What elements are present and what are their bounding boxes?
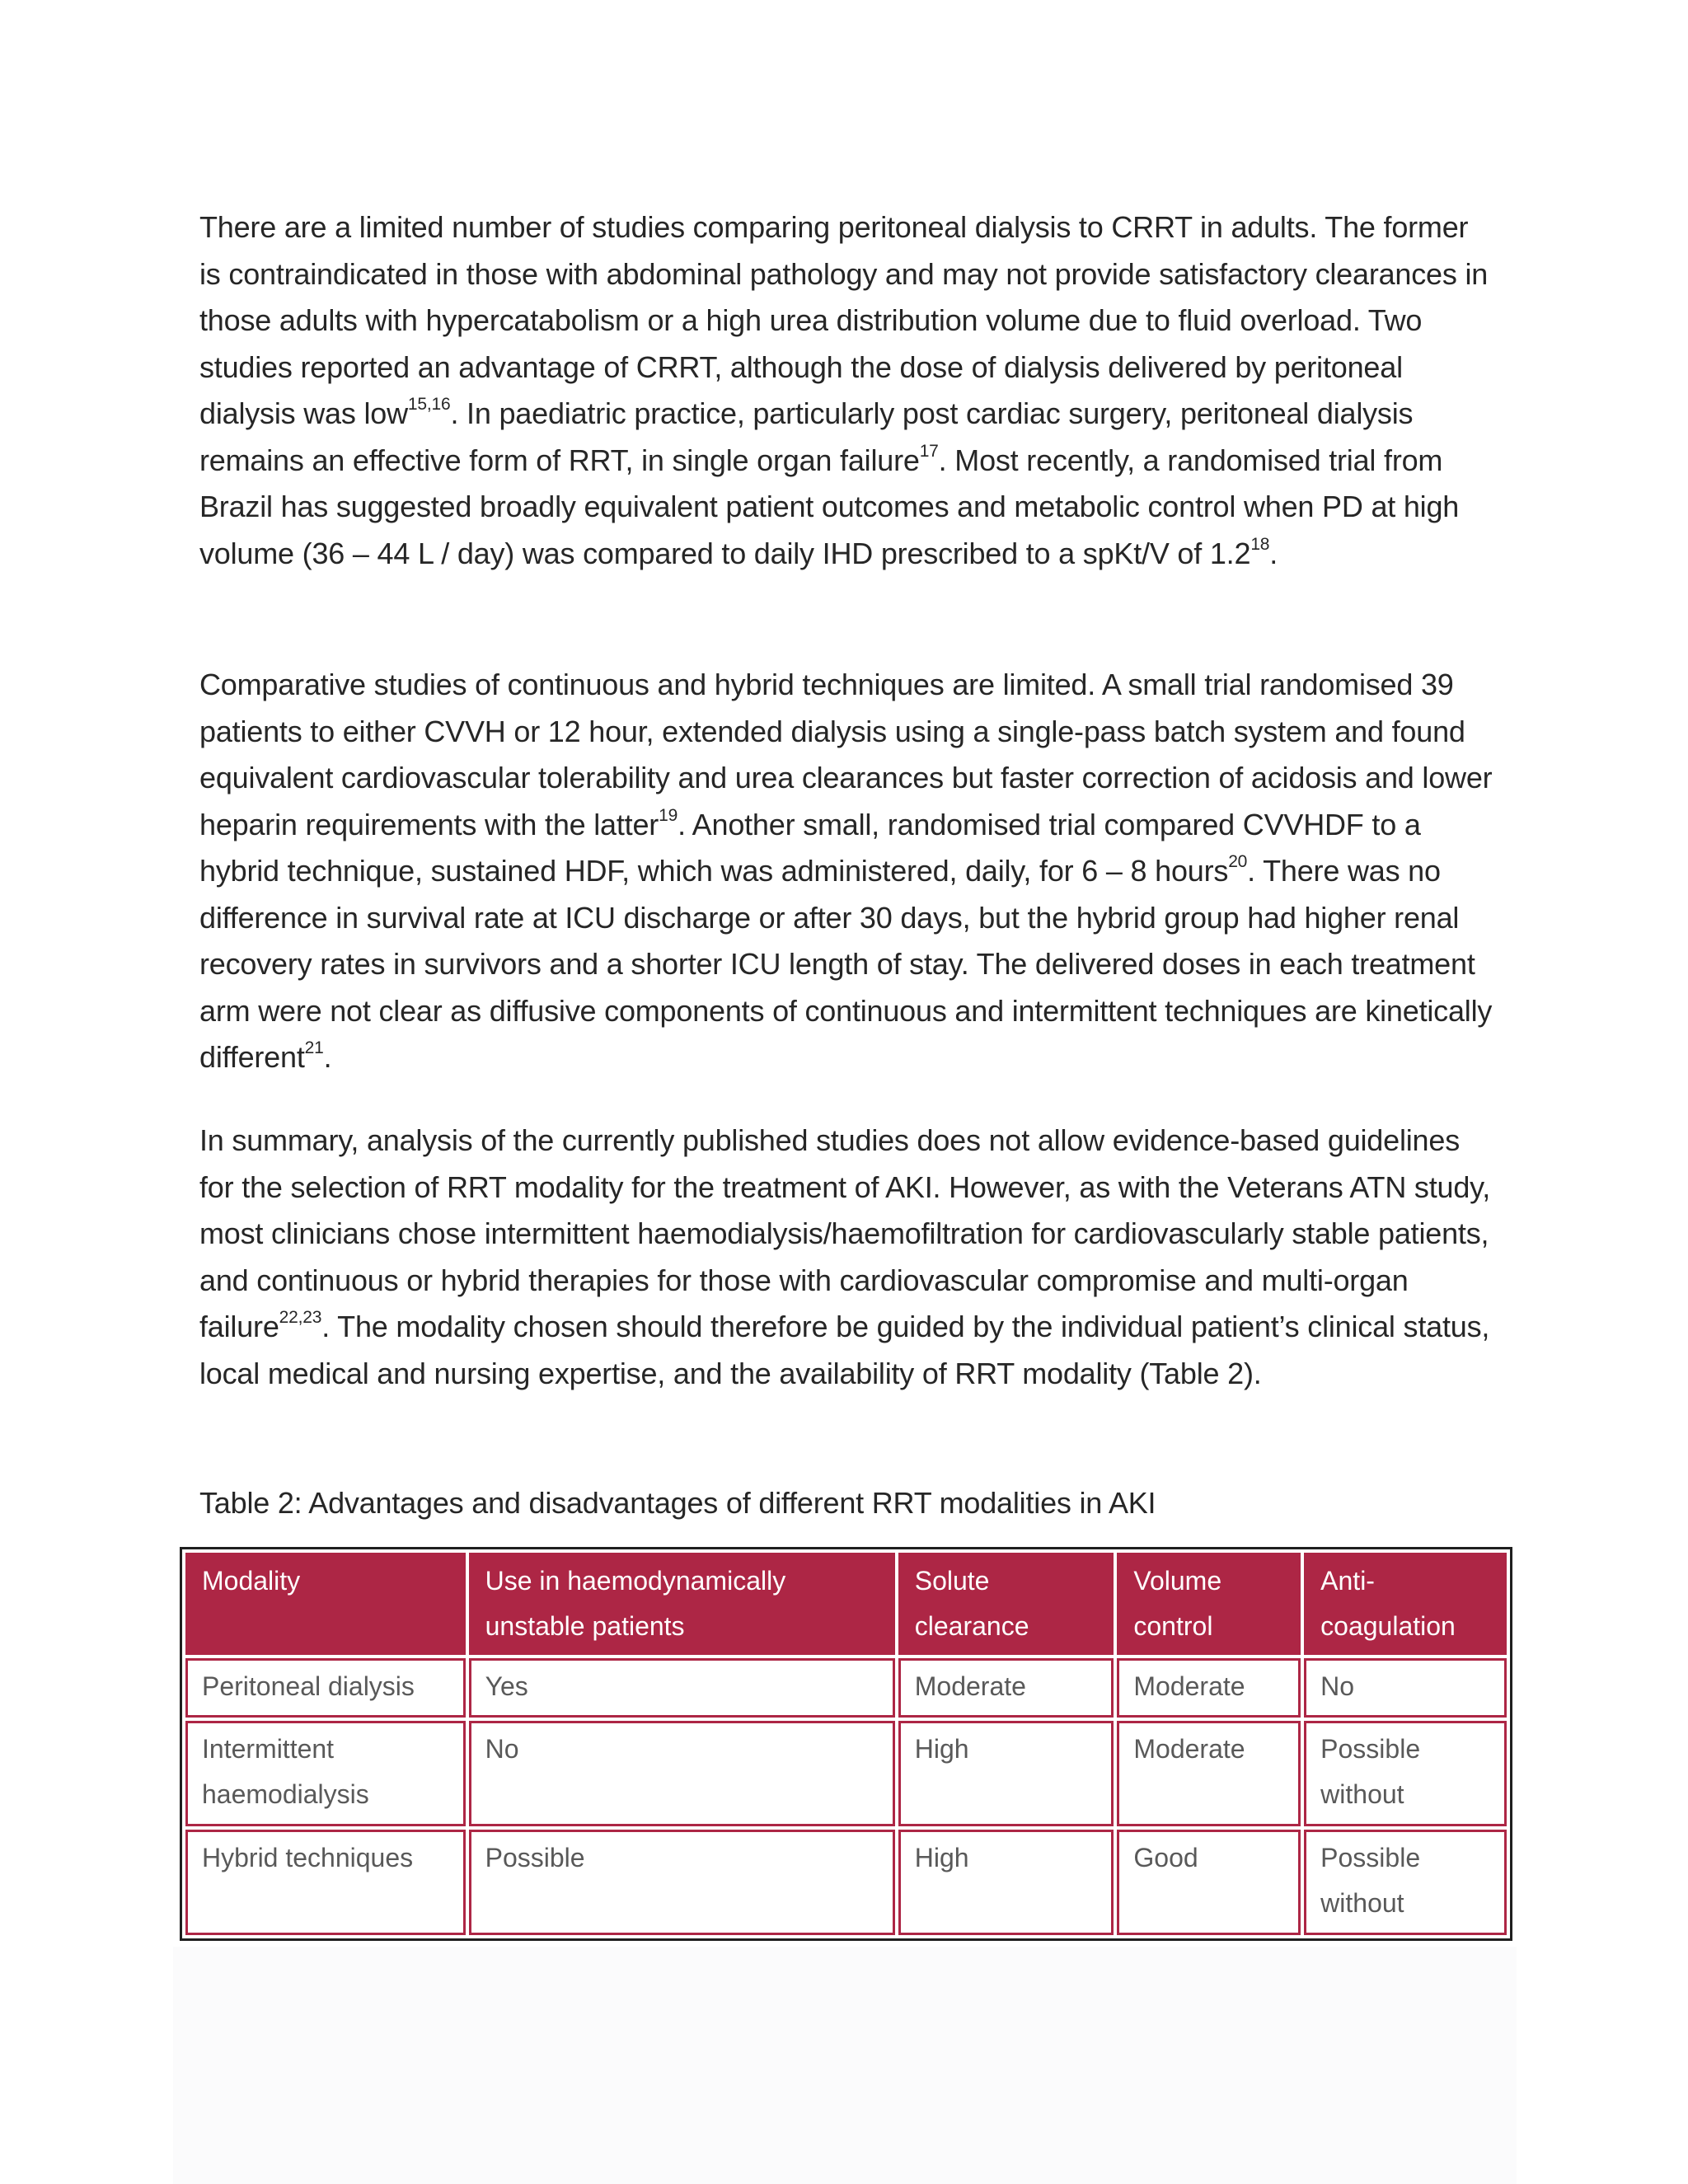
cell-text: Intermittent: [202, 1734, 335, 1764]
header-label: coagulation: [1320, 1611, 1456, 1641]
cell-solute: High: [898, 1830, 1114, 1935]
cell-text: Possible: [1320, 1734, 1421, 1764]
cell-unstable: Possible: [469, 1830, 895, 1935]
citation-ref: 17: [919, 441, 939, 461]
paragraph-text: Comparative studies of continuous and hybrid techniques are limited. A small trial randomised 39 patients to either CVVH or 12 hour, extended dialysis using a single-pass batch system and found equivalent cardiovascular tolerability and urea clearances but faster correction of acidosis and lower heparin requirements with the latter: [199, 668, 1493, 841]
rrt-modalities-table: [180, 1547, 1512, 1941]
table-row: [185, 1830, 1507, 1935]
page-bottom-shading: [173, 1947, 1517, 2184]
citation-ref: 15,16: [407, 395, 451, 414]
citation-ref: 21: [304, 1038, 324, 1057]
cell-volume: Moderate: [1117, 1721, 1301, 1826]
cell-anticoag: No: [1304, 1658, 1507, 1718]
cell-solute: High: [898, 1721, 1114, 1826]
paragraph-text: . There was no difference in survival rate at ICU discharge or after 30 days, but the hybrid group had higher renal recovery rates in survivors and a shorter ICU length of stay. The delivered doses in each treatment arm were not clear as diffusive components of continuous and intermittent techniques are kinetically different: [199, 854, 1493, 1074]
paragraph-summary: [199, 1118, 1493, 1397]
cell-anticoag: [1304, 1830, 1507, 1935]
paragraph-peritoneal-dialysis: [199, 204, 1493, 670]
citation-ref: 18: [1250, 534, 1270, 554]
paragraph-text: . Another small, randomised trial compared CVVHDF to a hybrid technique, sustained HDF, which was administered, daily, for 6 – 8 hours: [199, 807, 1421, 888]
paragraph-text: .: [323, 1040, 332, 1074]
table-header-row: [185, 1553, 1507, 1655]
citation-ref: 20: [1228, 852, 1248, 871]
paragraph-text: . Most recently, a randomised trial from Brazil has suggested broadly equivalent patient outcomes and metabolic control when PD at high volume (36 – 44 L / day) was compared to daily IHD prescribed to a spKt/V of 1.2: [199, 443, 1460, 570]
cell-volume: Moderate: [1117, 1658, 1301, 1718]
cell-modality: Hybrid techniques: [185, 1830, 466, 1935]
paragraph-text: . The modality chosen should therefore be guided by the individual patient’s clinical status, local medical and nursing expertise, and the availability of RRT modality (Table 2).: [199, 1310, 1490, 1390]
header-label: control: [1133, 1611, 1213, 1641]
citation-ref: 19: [659, 805, 678, 825]
paragraph-hybrid-techniques: [199, 662, 1493, 1081]
cell-volume: Good: [1117, 1830, 1301, 1935]
header-volume-control: [1117, 1553, 1301, 1655]
header-solute-clearance: [898, 1553, 1114, 1655]
header-label: Modality: [202, 1566, 301, 1596]
cell-modality: [185, 1721, 466, 1826]
header-label: unstable patients: [485, 1611, 685, 1641]
cell-text: without: [1320, 1888, 1404, 1918]
header-label: clearance: [914, 1611, 1029, 1641]
document-page: [199, 204, 1493, 1520]
cell-text: Possible: [1320, 1843, 1421, 1872]
cell-unstable: Yes: [469, 1658, 895, 1718]
cell-anticoag: [1304, 1721, 1507, 1826]
header-anticoagulation: [1304, 1553, 1507, 1655]
cell-text: without: [1320, 1779, 1404, 1809]
table-caption: Table 2: Advantages and disadvantages of different RRT modalities in AKI: [199, 1486, 1156, 1520]
paragraph-text: . In paediatric practice, particularly post cardiac surgery, peritoneal dialysis remains an effective form of RRT, in single organ failure: [199, 396, 1414, 477]
paragraph-text: .: [1269, 536, 1278, 570]
table-row: [185, 1658, 1507, 1718]
cell-text: haemodialysis: [202, 1779, 369, 1809]
cell-unstable: No: [469, 1721, 895, 1826]
paragraph-text: In summary, analysis of the currently published studies does not allow evidence-based guidelines for the selection of RRT modality for the treatment of AKI. However, as with the Veterans ATN study, most clinicians chose intermittent haemodialysis/haemofiltration for cardiovascularly stable patients, and continuous or hybrid therapies for those with cardiovascular compromise and multi-organ failure: [199, 1123, 1491, 1343]
cell-modality: Peritoneal dialysis: [185, 1658, 466, 1718]
header-label: Use in haemodynamically: [485, 1566, 786, 1596]
header-haemodynamically-unstable: [469, 1553, 895, 1655]
header-label: Solute: [914, 1566, 990, 1596]
cell-solute: Moderate: [898, 1658, 1114, 1718]
paragraph-text: There are a limited number of studies comparing peritoneal dialysis to CRRT in adults. The former is contraindicated in those with abdominal pathology and may not provide satisfactory clearances in those adults with hypercatabolism or a high urea distribution volume due to fluid overload. Two studies reported an advantage of CRRT, although the dose of dialysis delivered by peritoneal dialysis was low: [199, 210, 1489, 430]
citation-ref: 22,23: [279, 1308, 322, 1327]
header-modality: [185, 1553, 466, 1655]
header-label: Volume: [1133, 1566, 1222, 1596]
table-row: [185, 1721, 1507, 1826]
header-label: Anti-: [1320, 1566, 1375, 1596]
